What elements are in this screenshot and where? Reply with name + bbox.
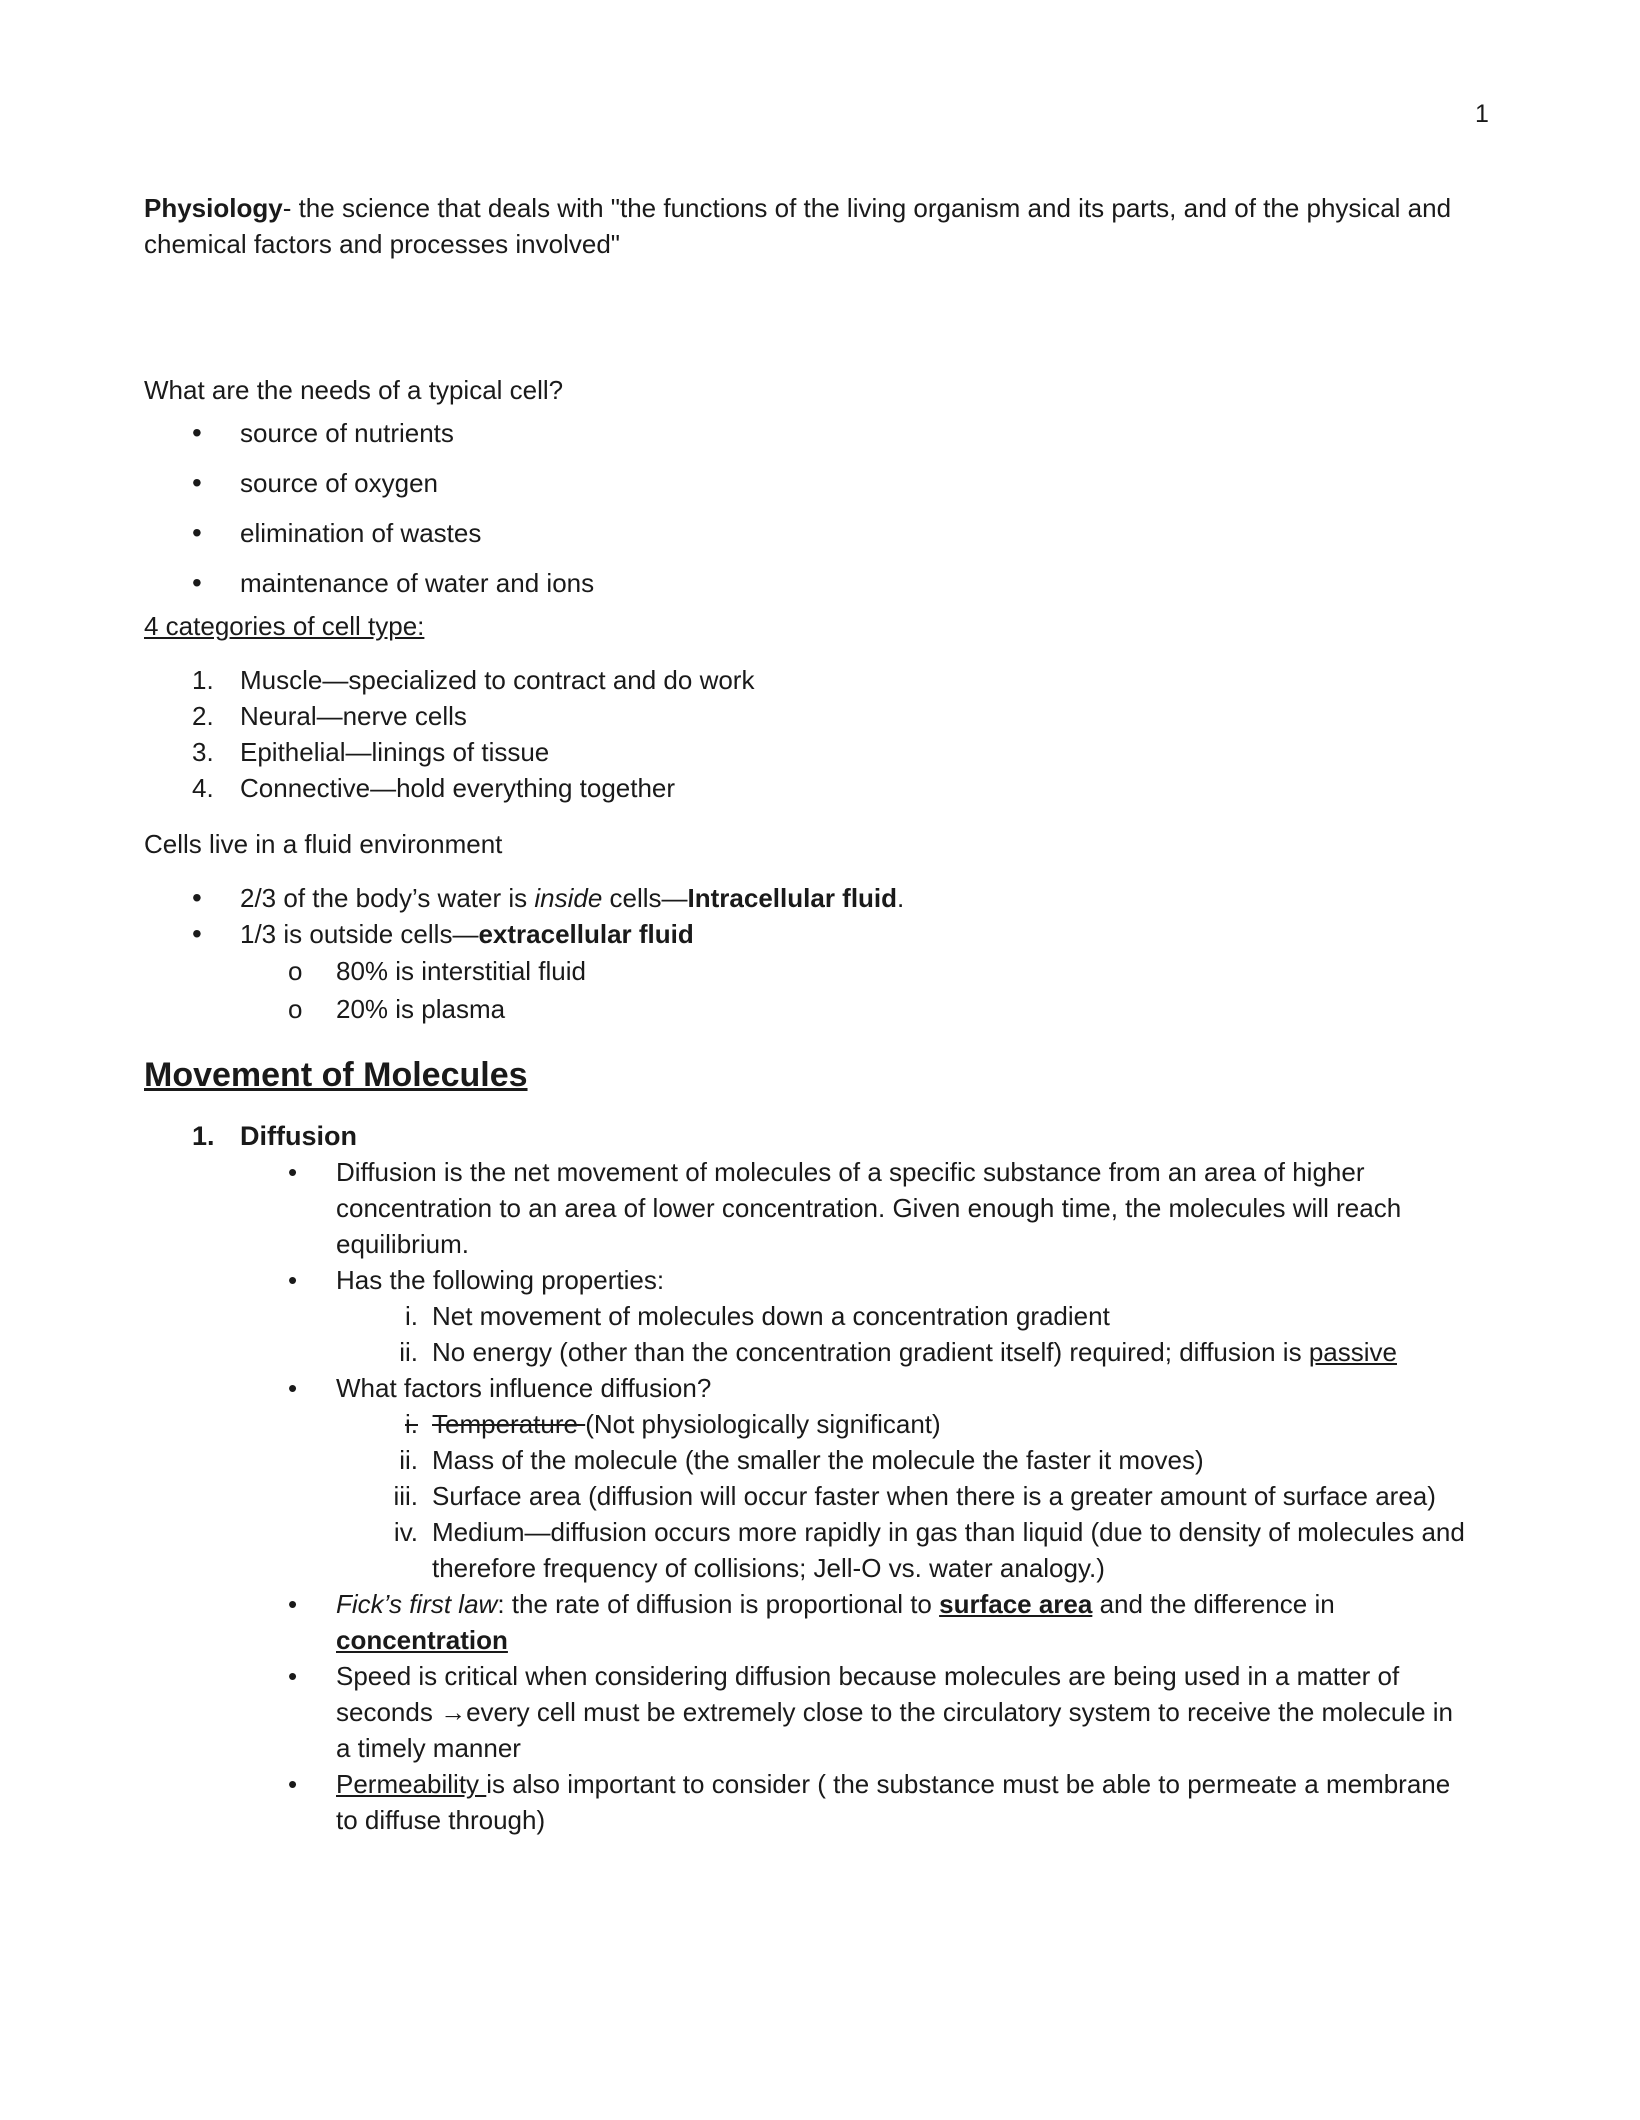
list-item: • elimination of wastes <box>144 508 1474 558</box>
text-run: cells— <box>602 883 688 913</box>
list-item <box>144 1766 1474 1838</box>
list-number: 1. <box>192 665 214 695</box>
list-number: 2. <box>192 701 214 731</box>
text-run: 1/3 is outside cells— <box>240 919 479 949</box>
list-item: • Speed is critical when considering diffusion because molecules are being used in a matter of seconds →every cell must be extremely close to the circulatory system to receive the molecule in a timely manner <box>144 1658 1474 1766</box>
definition-text: - the science that deals with "the functions of the living organism and its parts, and of the physical and chemical factors and processes involved" <box>144 193 1452 259</box>
bold-text: Intracellular fluid <box>687 883 898 913</box>
list-number: 4. <box>192 773 214 803</box>
needs-question: What are the needs of a typical cell? <box>144 375 564 405</box>
list-item <box>336 1406 1474 1442</box>
section-title: Movement of Molecules <box>144 1056 528 1094</box>
list-text: Mass of the molecule (the smaller the molecule the faster it moves) <box>432 1445 1204 1475</box>
list-text: Connective—hold everything together <box>240 773 676 803</box>
bold-underlined-text: surface area <box>939 1589 1093 1619</box>
roman-numeral: ii. <box>399 1337 418 1367</box>
underlined-text: passive <box>1308 1337 1397 1367</box>
text-run: is also important to consider ( the substance must be able to permeate a membrane to diffuse through) <box>336 1769 1451 1835</box>
list-item: • Diffusion is the net movement of molecules of a specific substance from an area of higher concentration to an area of lower concentration. Given enough time, the molecules will reach equilibrium. <box>144 1154 1474 1262</box>
list-text: Surface area (diffusion will occur faster when there is a greater amount of surface area) <box>432 1481 1436 1511</box>
list-item: o 80% is interstitial fluid <box>144 952 1474 990</box>
list-text: (Not physiologically significant) <box>585 1409 941 1439</box>
text-run: : the rate of diffusion is proportional to <box>497 1589 940 1619</box>
roman-numeral: iii. <box>393 1481 418 1511</box>
fluid-heading: Cells live in a fluid environment <box>144 829 503 859</box>
page-number: 1 <box>1475 100 1489 128</box>
list-item <box>144 880 1474 916</box>
text-run: and the difference in <box>1092 1589 1335 1619</box>
list-item <box>336 1334 1474 1370</box>
categories-heading: 4 categories of cell type: <box>144 611 425 641</box>
bold-underlined-text: concentration <box>336 1625 508 1655</box>
list-text: Epithelial—linings of tissue <box>240 737 550 767</box>
list-item: • source of oxygen <box>144 458 1474 508</box>
diffusion-list <box>144 1154 1474 1838</box>
list-item <box>336 1442 1474 1478</box>
roman-numeral: i. <box>405 1301 418 1331</box>
roman-numeral: ii. <box>399 1445 418 1475</box>
list-item <box>144 770 1474 806</box>
list-item <box>336 1514 1474 1586</box>
list-text: Net movement of molecules down a concentration gradient <box>432 1301 1110 1331</box>
list-item: • maintenance of water and ions <box>144 558 1474 608</box>
text-run: 2/3 of the body’s water is <box>240 883 535 913</box>
italic-text: Fick’s first law <box>336 1589 498 1619</box>
list-item <box>144 734 1474 770</box>
list-text: Muscle—specialized to contract and do work <box>240 665 755 695</box>
text-run: . <box>897 883 905 913</box>
list-item <box>144 916 1474 952</box>
diffusion-title: Diffusion <box>240 1121 357 1151</box>
roman-numeral: iv. <box>393 1517 418 1547</box>
bold-text: extracellular fluid <box>478 919 694 949</box>
categories-list <box>144 662 1474 806</box>
list-item <box>144 1262 1474 1370</box>
list-number: 1. <box>192 1121 215 1151</box>
struck-text: Temperature <box>432 1409 586 1439</box>
list-text: Has the following properties: <box>336 1265 665 1295</box>
diffusion-heading <box>144 1118 1474 1154</box>
needs-list <box>144 408 1474 608</box>
definition-term: Physiology <box>144 193 283 223</box>
list-item <box>336 1478 1474 1514</box>
fluid-list <box>144 880 1474 952</box>
list-text: What factors influence diffusion? <box>336 1373 712 1403</box>
list-item <box>336 1298 1474 1334</box>
list-item <box>144 662 1474 698</box>
list-number: 3. <box>192 737 214 767</box>
list-text: Neural—nerve cells <box>240 701 467 731</box>
document-body <box>144 190 1474 1838</box>
list-item <box>144 698 1474 734</box>
factors-list <box>336 1406 1474 1586</box>
list-item <box>144 1370 1474 1586</box>
roman-numeral: i. <box>405 1409 418 1439</box>
italic-text: inside <box>534 883 603 913</box>
fluid-sublist <box>144 952 1474 1028</box>
list-item: • source of nutrients <box>144 408 1474 458</box>
list-text: Medium—diffusion occurs more rapidly in gas than liquid (due to density of molecules and therefore frequency of collisions; Jell-O vs. water analogy.) <box>432 1517 1465 1583</box>
underlined-text: Permeability <box>336 1769 487 1799</box>
list-item: o 20% is plasma <box>144 990 1474 1028</box>
list-item <box>144 1586 1474 1658</box>
definition-paragraph <box>144 190 1474 262</box>
list-text: No energy (other than the concentration gradient itself) required; diffusion is <box>432 1337 1309 1367</box>
properties-list <box>336 1298 1474 1370</box>
